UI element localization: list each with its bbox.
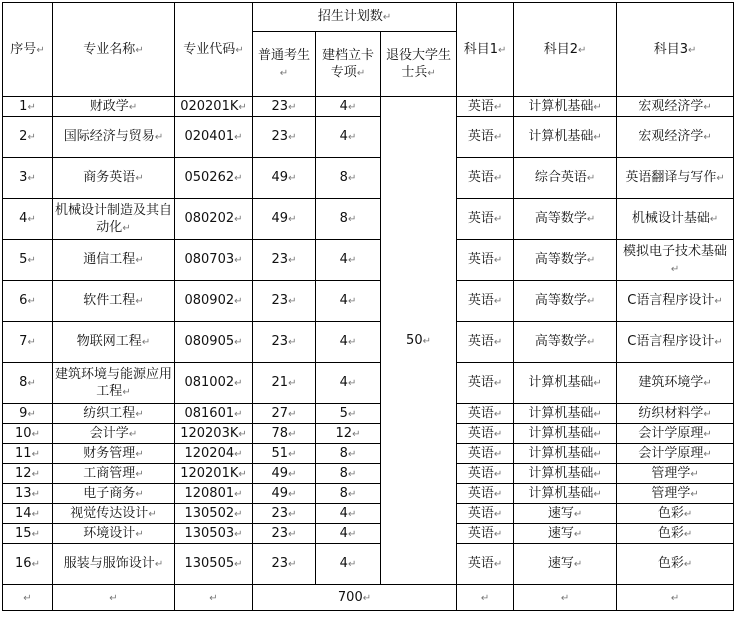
header-poverty: 建档立卡专项↵ — [316, 32, 381, 97]
seq-cell: 15↵ — [3, 524, 53, 544]
major-name-cell: 纺织工程↵ — [53, 404, 175, 424]
table-row — [3, 444, 734, 464]
major-code-cell: 080905↵ — [175, 322, 253, 363]
seq-cell: 9↵ — [3, 404, 53, 424]
totals-subject-1-cell: ↵ — [457, 585, 514, 611]
subject-2-cell: 速写↵ — [514, 504, 617, 524]
header-row-top — [3, 3, 734, 32]
regular-quota-cell: 78↵ — [253, 424, 316, 444]
major-name-cell: 财务管理↵ — [53, 444, 175, 464]
major-name-cell: 电子商务↵ — [53, 484, 175, 504]
major-code-cell: 130502↵ — [175, 504, 253, 524]
subject-2-cell: 速写↵ — [514, 544, 617, 585]
poverty-quota-cell: 4↵ — [316, 97, 381, 117]
regular-quota-cell: 23↵ — [253, 281, 316, 322]
subject-2-cell: 计算机基础↵ — [514, 424, 617, 444]
major-name-cell: 财政学↵ — [53, 97, 175, 117]
major-code-cell: 081002↵ — [175, 363, 253, 404]
subject-2-cell: 计算机基础↵ — [514, 444, 617, 464]
major-code-cell: 080902↵ — [175, 281, 253, 322]
seq-cell: 7↵ — [3, 322, 53, 363]
subject-1-cell: 英语↵ — [457, 444, 514, 464]
subject-2-cell: 计算机基础↵ — [514, 404, 617, 424]
subject-2-cell: 高等数学↵ — [514, 199, 617, 240]
table-row — [3, 158, 734, 199]
subject-1-cell: 英语↵ — [457, 464, 514, 484]
header-subject-1: 科目1↵ — [457, 3, 514, 97]
regular-quota-cell: 49↵ — [253, 484, 316, 504]
header-plan: 招生计划数↵ — [253, 3, 457, 32]
major-name-cell: 软件工程↵ — [53, 281, 175, 322]
header-code: 专业代码↵ — [175, 3, 253, 97]
subject-1-cell: 英语↵ — [457, 504, 514, 524]
seq-cell: 14↵ — [3, 504, 53, 524]
subject-2-cell: 高等数学↵ — [514, 322, 617, 363]
veteran-quota-cell: 50↵ — [381, 97, 457, 585]
major-code-cell: 020201K↵ — [175, 97, 253, 117]
seq-cell: 11↵ — [3, 444, 53, 464]
subject-1-cell: 英语↵ — [457, 363, 514, 404]
subject-1-cell: 英语↵ — [457, 117, 514, 158]
regular-quota-cell: 23↵ — [253, 504, 316, 524]
totals-subject-3-cell: ↵ — [617, 585, 734, 611]
subject-1-cell: 英语↵ — [457, 484, 514, 504]
table-row — [3, 484, 734, 504]
poverty-quota-cell: 4↵ — [316, 363, 381, 404]
seq-cell: 6↵ — [3, 281, 53, 322]
seq-cell: 12↵ — [3, 464, 53, 484]
subject-2-cell: 计算机基础↵ — [514, 484, 617, 504]
header-subject-3: 科目3↵ — [617, 3, 734, 97]
subject-2-cell: 高等数学↵ — [514, 240, 617, 281]
major-name-cell: 工商管理↵ — [53, 464, 175, 484]
major-code-cell: 130505↵ — [175, 544, 253, 585]
major-code-cell: 130503↵ — [175, 524, 253, 544]
poverty-quota-cell: 8↵ — [316, 199, 381, 240]
subject-3-cell: 色彩↵ — [617, 504, 734, 524]
subject-1-cell: 英语↵ — [457, 97, 514, 117]
poverty-quota-cell: 5↵ — [316, 404, 381, 424]
subject-3-cell: 英语翻译与写作↵ — [617, 158, 734, 199]
poverty-quota-cell: 4↵ — [316, 281, 381, 322]
poverty-quota-cell: 4↵ — [316, 544, 381, 585]
regular-quota-cell: 23↵ — [253, 117, 316, 158]
totals-name-cell: ↵ — [53, 585, 175, 611]
poverty-quota-cell: 8↵ — [316, 444, 381, 464]
totals-row — [3, 585, 734, 611]
table-row — [3, 281, 734, 322]
table-row — [3, 544, 734, 585]
poverty-quota-cell: 8↵ — [316, 464, 381, 484]
regular-quota-cell: 49↵ — [253, 464, 316, 484]
major-name-cell: 建筑环境与能源应用工程↵ — [53, 363, 175, 404]
seq-cell: 4↵ — [3, 199, 53, 240]
poverty-quota-cell: 4↵ — [316, 117, 381, 158]
table-row — [3, 240, 734, 281]
poverty-quota-cell: 4↵ — [316, 240, 381, 281]
regular-quota-cell: 23↵ — [253, 322, 316, 363]
subject-3-cell: C语言程序设计↵ — [617, 281, 734, 322]
subject-2-cell: 高等数学↵ — [514, 281, 617, 322]
subject-2-cell: 计算机基础↵ — [514, 97, 617, 117]
regular-quota-cell: 23↵ — [253, 240, 316, 281]
subject-2-cell: 计算机基础↵ — [514, 117, 617, 158]
subject-3-cell: 色彩↵ — [617, 524, 734, 544]
subject-1-cell: 英语↵ — [457, 240, 514, 281]
regular-quota-cell: 21↵ — [253, 363, 316, 404]
enrollment-plan-table — [2, 2, 734, 611]
seq-cell: 3↵ — [3, 158, 53, 199]
table-row — [3, 97, 734, 117]
subject-2-cell: 速写↵ — [514, 524, 617, 544]
subject-2-cell: 综合英语↵ — [514, 158, 617, 199]
major-name-cell: 通信工程↵ — [53, 240, 175, 281]
subject-3-cell: 模拟电子技术基础↵ — [617, 240, 734, 281]
table-row — [3, 424, 734, 444]
regular-quota-cell: 23↵ — [253, 97, 316, 117]
subject-3-cell: 管理学↵ — [617, 484, 734, 504]
major-code-cell: 120201K↵ — [175, 464, 253, 484]
regular-quota-cell: 49↵ — [253, 158, 316, 199]
seq-cell: 13↵ — [3, 484, 53, 504]
header-regular: 普通考生↵ — [253, 32, 316, 97]
major-name-cell: 国际经济与贸易↵ — [53, 117, 175, 158]
table-row — [3, 404, 734, 424]
subject-1-cell: 英语↵ — [457, 424, 514, 444]
poverty-quota-cell: 8↵ — [316, 484, 381, 504]
subject-3-cell: 会计学原理↵ — [617, 424, 734, 444]
subject-3-cell: 纺织材料学↵ — [617, 404, 734, 424]
poverty-quota-cell: 4↵ — [316, 524, 381, 544]
table-row — [3, 504, 734, 524]
header-veteran: 退役大学生士兵↵ — [381, 32, 457, 97]
major-code-cell: 050262↵ — [175, 158, 253, 199]
subject-2-cell: 计算机基础↵ — [514, 464, 617, 484]
major-code-cell: 081601↵ — [175, 404, 253, 424]
major-code-cell: 080703↵ — [175, 240, 253, 281]
subject-3-cell: 色彩↵ — [617, 544, 734, 585]
subject-3-cell: C语言程序设计↵ — [617, 322, 734, 363]
major-code-cell: 120204↵ — [175, 444, 253, 464]
major-code-cell: 120203K↵ — [175, 424, 253, 444]
major-name-cell: 服装与服饰设计↵ — [53, 544, 175, 585]
poverty-quota-cell: 4↵ — [316, 322, 381, 363]
seq-cell: 16↵ — [3, 544, 53, 585]
major-code-cell: 020401↵ — [175, 117, 253, 158]
seq-cell: 1↵ — [3, 97, 53, 117]
subject-1-cell: 英语↵ — [457, 404, 514, 424]
totals-seq-cell: ↵ — [3, 585, 53, 611]
regular-quota-cell: 51↵ — [253, 444, 316, 464]
major-name-cell: 物联网工程↵ — [53, 322, 175, 363]
header-major: 专业名称↵ — [53, 3, 175, 97]
major-code-cell: 120801↵ — [175, 484, 253, 504]
table-row — [3, 464, 734, 484]
poverty-quota-cell: 4↵ — [316, 504, 381, 524]
seq-cell: 5↵ — [3, 240, 53, 281]
subject-2-cell: 计算机基础↵ — [514, 363, 617, 404]
subject-3-cell: 管理学↵ — [617, 464, 734, 484]
seq-cell: 8↵ — [3, 363, 53, 404]
subject-3-cell: 宏观经济学↵ — [617, 97, 734, 117]
table-row — [3, 199, 734, 240]
seq-cell: 2↵ — [3, 117, 53, 158]
header-seq: 序号↵ — [3, 3, 53, 97]
major-name-cell: 机械设计制造及其自动化↵ — [53, 199, 175, 240]
subject-1-cell: 英语↵ — [457, 199, 514, 240]
table-row — [3, 117, 734, 158]
regular-quota-cell: 49↵ — [253, 199, 316, 240]
subject-1-cell: 英语↵ — [457, 158, 514, 199]
header-subject-2: 科目2↵ — [514, 3, 617, 97]
subject-1-cell: 英语↵ — [457, 524, 514, 544]
subject-3-cell: 会计学原理↵ — [617, 444, 734, 464]
seq-cell: 10↵ — [3, 424, 53, 444]
major-code-cell: 080202↵ — [175, 199, 253, 240]
subject-1-cell: 英语↵ — [457, 544, 514, 585]
regular-quota-cell: 23↵ — [253, 524, 316, 544]
subject-3-cell: 机械设计基础↵ — [617, 199, 734, 240]
poverty-quota-cell: 12↵ — [316, 424, 381, 444]
totals-code-cell: ↵ — [175, 585, 253, 611]
regular-quota-cell: 23↵ — [253, 544, 316, 585]
major-name-cell: 商务英语↵ — [53, 158, 175, 199]
subject-1-cell: 英语↵ — [457, 281, 514, 322]
grand-total-cell: 700↵ — [253, 585, 457, 611]
major-name-cell: 视觉传达设计↵ — [53, 504, 175, 524]
subject-1-cell: 英语↵ — [457, 322, 514, 363]
regular-quota-cell: 27↵ — [253, 404, 316, 424]
subject-3-cell: 宏观经济学↵ — [617, 117, 734, 158]
table-row — [3, 363, 734, 404]
major-name-cell: 会计学↵ — [53, 424, 175, 444]
major-name-cell: 环境设计↵ — [53, 524, 175, 544]
subject-3-cell: 建筑环境学↵ — [617, 363, 734, 404]
table-row — [3, 524, 734, 544]
table-row — [3, 322, 734, 363]
totals-subject-2-cell: ↵ — [514, 585, 617, 611]
poverty-quota-cell: 8↵ — [316, 158, 381, 199]
